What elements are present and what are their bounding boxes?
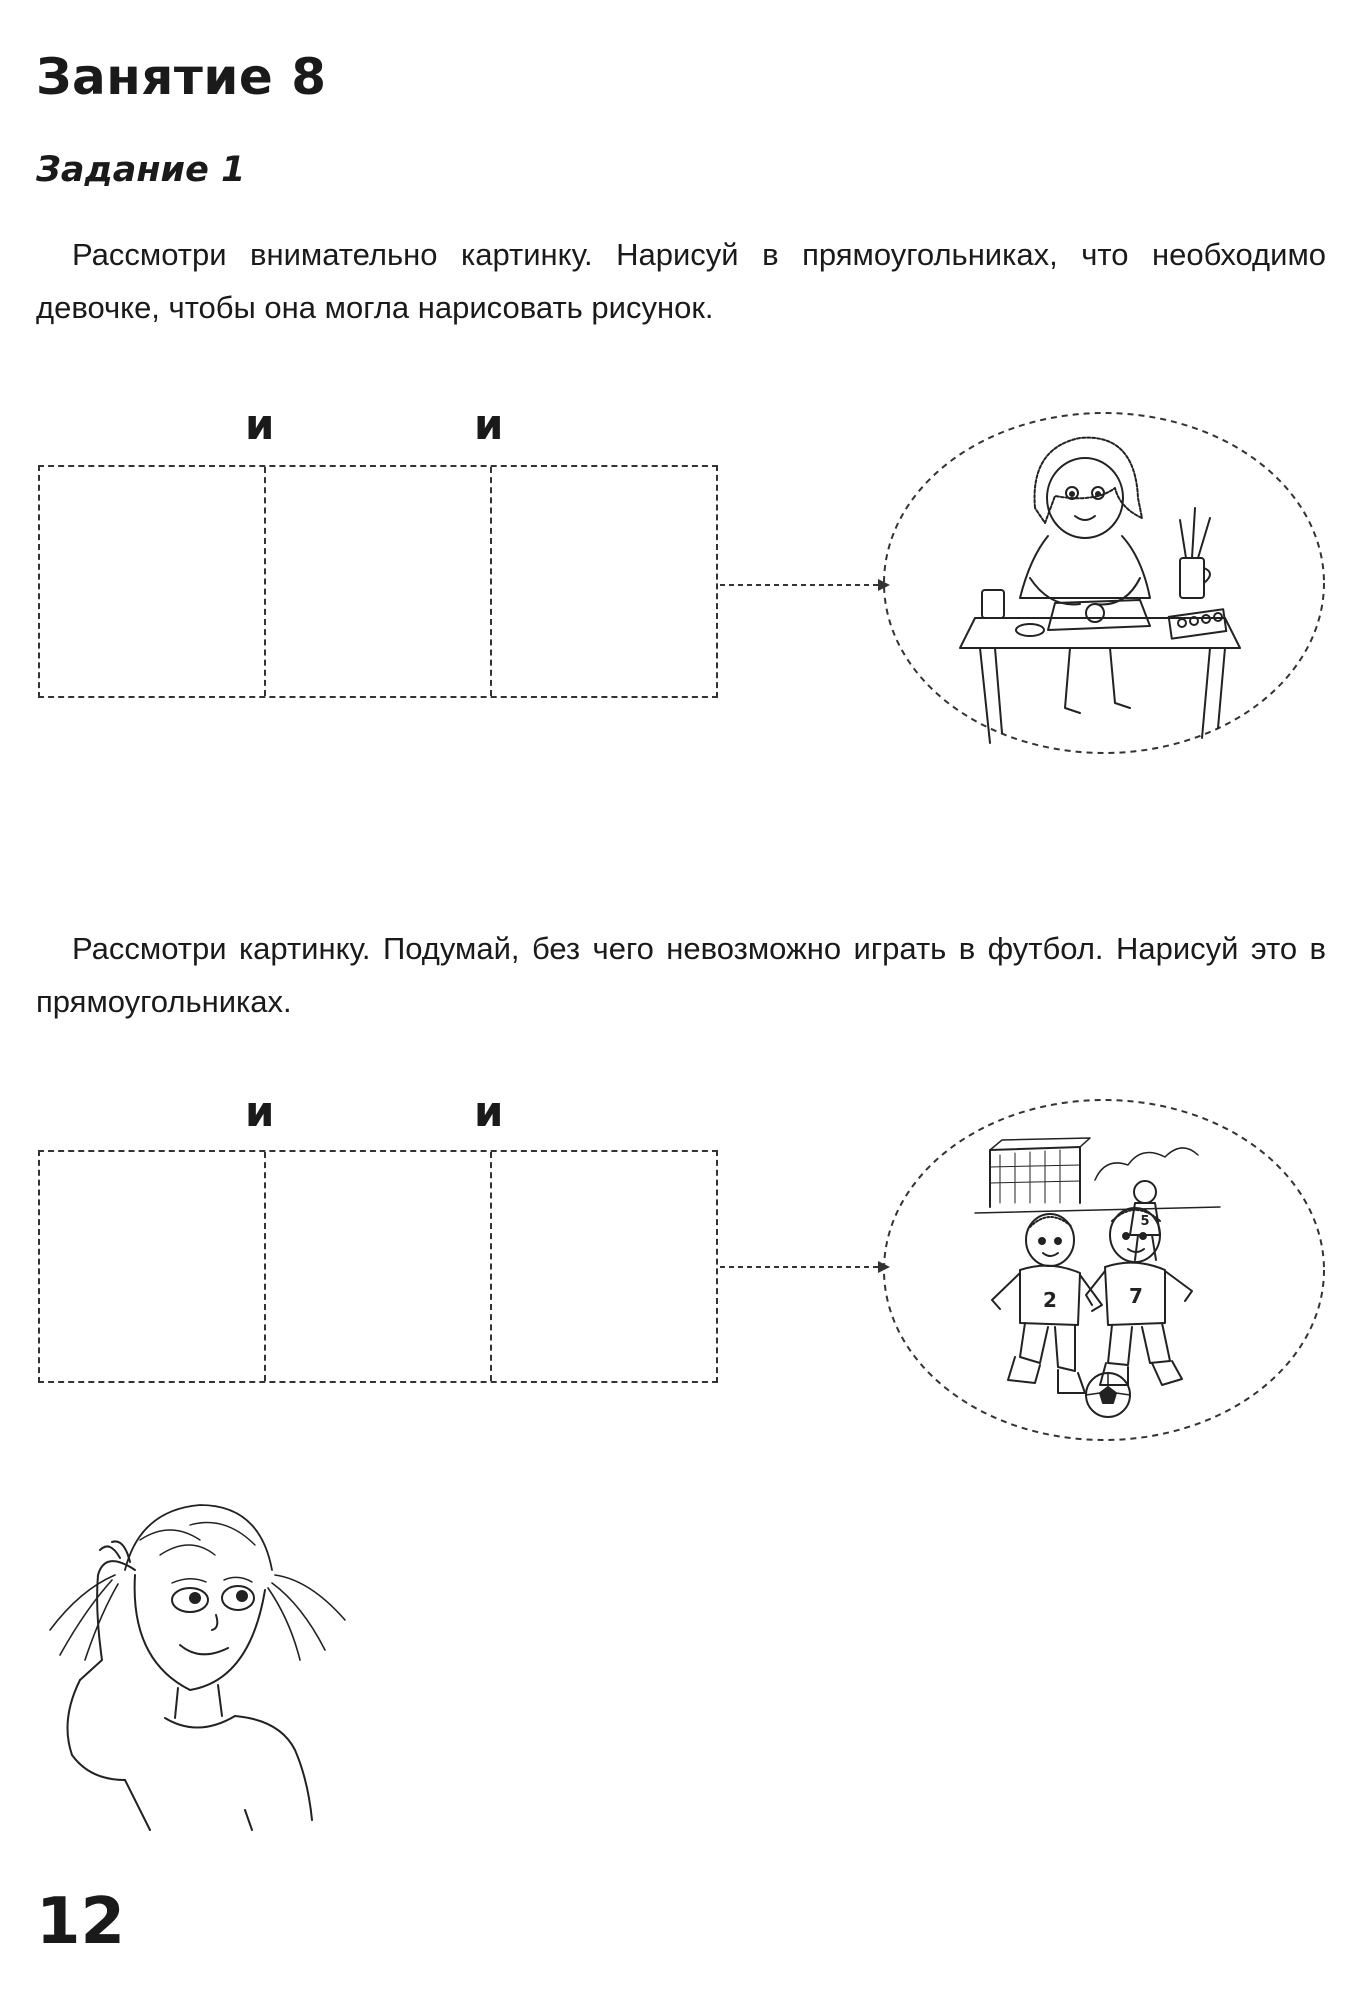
- exercise1-drawing-boxes: [38, 465, 718, 698]
- task-title: Задание 1: [36, 150, 246, 190]
- exercise2-instruction: Рассмотри картинку. Подумай, без чего невозможно играть в футбол. Нарисуй это в прямоугольниках.: [36, 931, 1326, 1019]
- exercise1-conjunction-1: и: [245, 400, 275, 449]
- exercise1-drawing-box-2[interactable]: [264, 467, 490, 696]
- lesson-title: Занятие 8: [36, 48, 327, 106]
- exercise2-drawing-box-2[interactable]: [264, 1152, 490, 1381]
- page-number: 12: [36, 1885, 126, 1959]
- exercise1-conjunction-2: и: [474, 400, 504, 449]
- jersey-number-7: 7: [1129, 1284, 1143, 1308]
- exercise1-drawing-box-3[interactable]: [490, 467, 716, 696]
- jersey-number-5: 5: [1140, 1214, 1150, 1229]
- exercise2-picture: [880, 1095, 1328, 1445]
- exercise2-drawing-boxes: [38, 1150, 718, 1383]
- exercise2-conjunction-1: и: [245, 1087, 275, 1136]
- exercise2-conjunction-2: и: [474, 1087, 504, 1136]
- exercise1-instruction: Рассмотри внимательно картинку. Нарисуй в прямоугольниках, что необходимо девочке, чтобы она могла нарисовать рисунок.: [36, 237, 1326, 325]
- exercise1-drawing-box-1[interactable]: [40, 467, 264, 696]
- boys-playing-football-icon: [975, 1138, 1220, 1417]
- exercise2-drawing-box-1[interactable]: [40, 1152, 264, 1381]
- exercise1-arrow-icon: [720, 575, 890, 595]
- exercise1-picture: [880, 408, 1328, 758]
- thinking-girl-icon: [40, 1480, 370, 1840]
- exercise2-arrow-icon: [720, 1257, 890, 1277]
- exercise2-drawing-box-3[interactable]: [490, 1152, 716, 1381]
- jersey-number-2: 2: [1043, 1288, 1057, 1312]
- girl-drawing-at-table-icon: [960, 438, 1240, 743]
